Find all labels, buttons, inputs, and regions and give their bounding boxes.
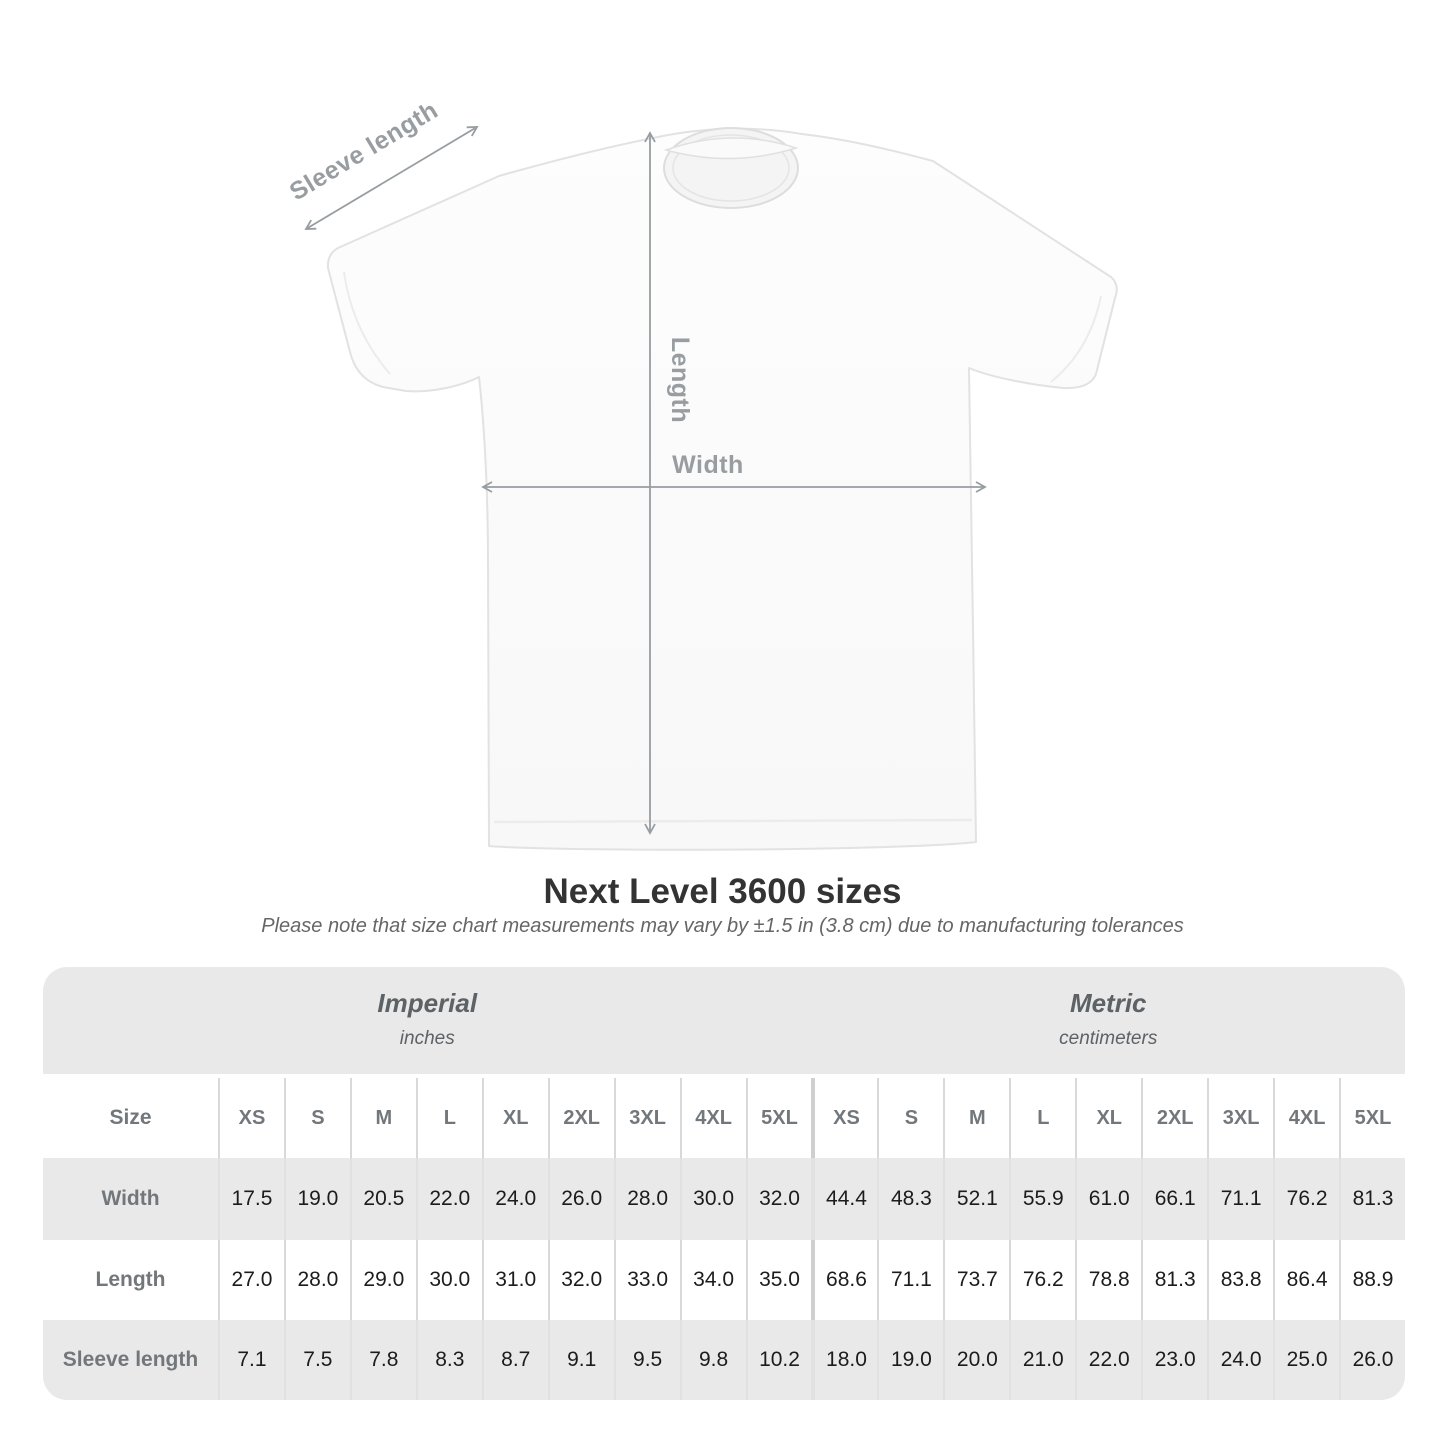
- imperial-unit: inches: [399, 1027, 455, 1049]
- size-header: 2XL: [548, 1078, 614, 1158]
- size-value: 7.8: [350, 1320, 416, 1400]
- size-value: 71.1: [877, 1240, 943, 1320]
- size-header: XS: [218, 1078, 284, 1158]
- size-value: 17.5: [218, 1158, 284, 1240]
- size-value: 9.5: [614, 1320, 680, 1400]
- size-value: 32.0: [548, 1240, 614, 1320]
- size-value: 66.1: [1141, 1158, 1207, 1240]
- size-value: 9.1: [548, 1320, 614, 1400]
- row-label: Width: [43, 1158, 218, 1240]
- size-value: 76.2: [1009, 1240, 1075, 1320]
- size-value: 24.0: [1207, 1320, 1273, 1400]
- size-value: 86.4: [1273, 1240, 1339, 1320]
- size-value: 25.0: [1273, 1320, 1339, 1400]
- size-value: 73.7: [943, 1240, 1009, 1320]
- width-label: Width: [672, 451, 744, 479]
- size-header: 5XL: [1339, 1078, 1405, 1158]
- size-value: 83.8: [1207, 1240, 1273, 1320]
- size-value: 81.3: [1141, 1240, 1207, 1320]
- size-value: 7.1: [218, 1320, 284, 1400]
- size-value: 28.0: [284, 1240, 350, 1320]
- page-subtitle: Please note that size chart measurements may vary by ±1.5 in (3.8 cm) due to manufacturing tolerances: [261, 915, 1184, 937]
- size-value: 27.0: [218, 1240, 284, 1320]
- size-header: 4XL: [1273, 1078, 1339, 1158]
- size-value: 33.0: [614, 1240, 680, 1320]
- size-value: 88.9: [1339, 1240, 1405, 1320]
- size-value: 71.1: [1207, 1158, 1273, 1240]
- size-header: M: [350, 1078, 416, 1158]
- size-value: 30.0: [416, 1240, 482, 1320]
- size-value: 20.5: [350, 1158, 416, 1240]
- size-value: 26.0: [548, 1158, 614, 1240]
- row-label: Sleeve length: [43, 1320, 218, 1400]
- size-value: 28.0: [614, 1158, 680, 1240]
- size-value: 26.0: [1339, 1320, 1405, 1400]
- metric-section-header: [811, 967, 1405, 1074]
- size-value: 61.0: [1075, 1158, 1141, 1240]
- metric-unit: centimeters: [1059, 1027, 1158, 1049]
- size-header: 3XL: [614, 1078, 680, 1158]
- size-value: 81.3: [1339, 1158, 1405, 1240]
- size-value: 7.5: [284, 1320, 350, 1400]
- length-label: Length: [666, 336, 694, 424]
- size-value: 20.0: [943, 1320, 1009, 1400]
- size-value: 22.0: [416, 1158, 482, 1240]
- size-header: XL: [482, 1078, 548, 1158]
- imperial-section-header: [43, 967, 811, 1074]
- size-header: 3XL: [1207, 1078, 1273, 1158]
- size-value: 23.0: [1141, 1320, 1207, 1400]
- size-table-grid: [43, 967, 1405, 1400]
- size-value: 68.6: [811, 1240, 877, 1320]
- size-header: M: [943, 1078, 1009, 1158]
- page-title: Next Level 3600 sizes: [543, 872, 902, 911]
- size-value: 55.9: [1009, 1158, 1075, 1240]
- metric-label: Metric: [1069, 987, 1147, 1018]
- size-value: 29.0: [350, 1240, 416, 1320]
- size-value: 24.0: [482, 1158, 548, 1240]
- size-value: 19.0: [284, 1158, 350, 1240]
- size-column-header: Size: [43, 1078, 218, 1158]
- size-value: 34.0: [680, 1240, 746, 1320]
- size-value: 35.0: [746, 1240, 812, 1320]
- size-value: 31.0: [482, 1240, 548, 1320]
- size-value: 9.8: [680, 1320, 746, 1400]
- size-value: 78.8: [1075, 1240, 1141, 1320]
- tshirt-graphic: [328, 129, 1117, 850]
- size-header: S: [877, 1078, 943, 1158]
- size-header: L: [416, 1078, 482, 1158]
- size-value: 76.2: [1273, 1158, 1339, 1240]
- size-header: L: [1009, 1078, 1075, 1158]
- size-value: 18.0: [811, 1320, 877, 1400]
- size-value: 30.0: [680, 1158, 746, 1240]
- size-value: 19.0: [877, 1320, 943, 1400]
- size-value: 32.0: [746, 1158, 812, 1240]
- imperial-label: Imperial: [377, 987, 478, 1018]
- size-value: 21.0: [1009, 1320, 1075, 1400]
- size-value: 48.3: [877, 1158, 943, 1240]
- size-header: 5XL: [746, 1078, 812, 1158]
- row-label: Length: [43, 1240, 218, 1320]
- size-header: XS: [811, 1078, 877, 1158]
- size-value: 44.4: [811, 1158, 877, 1240]
- size-value: 10.2: [746, 1320, 812, 1400]
- size-value: 8.3: [416, 1320, 482, 1400]
- size-value: 8.7: [482, 1320, 548, 1400]
- size-value: 22.0: [1075, 1320, 1141, 1400]
- sleeve-length-label: Sleeve length: [284, 95, 443, 207]
- size-header: XL: [1075, 1078, 1141, 1158]
- size-header: 4XL: [680, 1078, 746, 1158]
- size-header: S: [284, 1078, 350, 1158]
- size-value: 52.1: [943, 1158, 1009, 1240]
- size-header: 2XL: [1141, 1078, 1207, 1158]
